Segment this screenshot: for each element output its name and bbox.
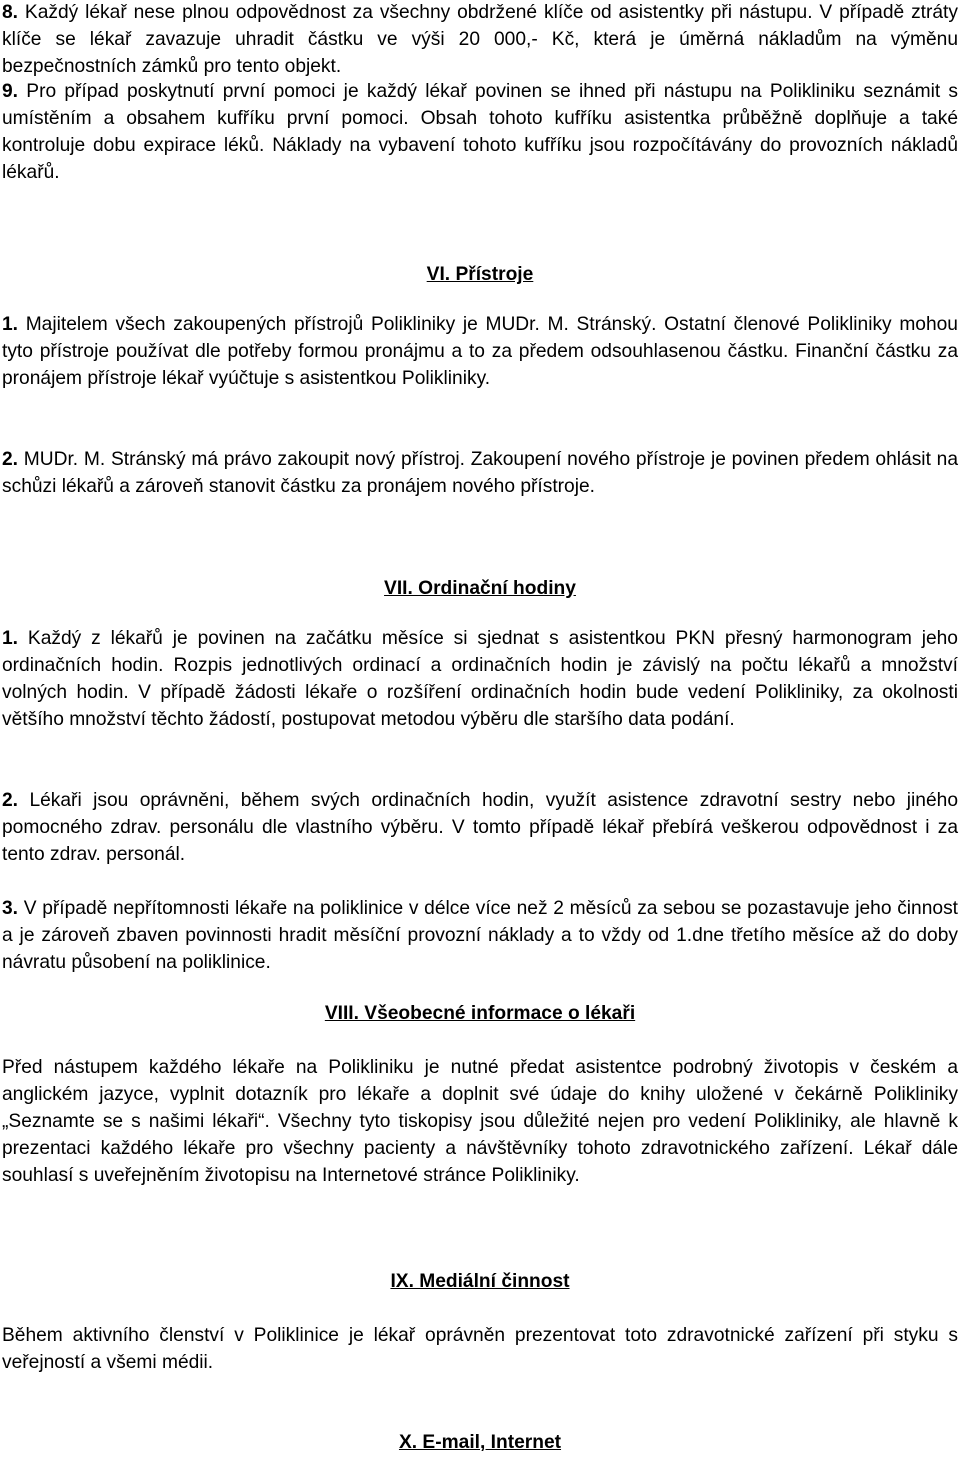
paragraph-vi-1 (2, 311, 958, 392)
paragraph-number: 2. (2, 790, 19, 811)
section-heading-viii: VIII. Všeobecné informace o lékaři (324, 1003, 636, 1024)
paragraph-viii (2, 1054, 958, 1189)
paragraph-number: 1. (2, 314, 19, 335)
paragraph-number: 8. (2, 2, 19, 23)
section-heading-x: X. E-mail, Internet (398, 1432, 562, 1453)
paragraph-text: Pro případ poskytnutí první pomoci je každý lékař povinen se ihned při nástupu na Polikliniku seznámit s umístěním a obsahem kufříku první pomoci. Obsah tohoto kufříku asistentka průběžně doplňuje a také kontroluje dobu expirace léků. Náklady na vybavení tohoto kufříku jsou rozpočítávány do provozních nákladů lékařů. (2, 81, 958, 183)
paragraph-text: Během aktivního členství v Poliklinice je lékař oprávněn prezentovat toto zdravotnické zařízení při styku s veřejností a všemi médii. (2, 1325, 958, 1373)
paragraph-text: Každý z lékařů je povinen na začátku měsíce si sjednat s asistentkou PKN přesný harmonogram jeho ordinačních hodin. Rozpis jednotlivých ordinací a ordinačních hodin je závislý na počtu lékařů a množství volných hodin. V případě žádosti lékaře o rozšíření ordinačních hodin bude vedení Polikliniky, za okolnosti většího množství těchto žádostí, postupovat metodou výběru dle staršího data podání. (2, 628, 958, 730)
paragraph-text: Každý lékař nese plnou odpovědnost za všechny obdržené klíče od asistentky při nástupu. V případě ztráty klíče se lékař zavazuje uhradit částku ve výši 20 000,- Kč, která je úměrná nákladům na výměnu bezpečnostních zámků pro tento objekt. (2, 2, 958, 77)
paragraph-text: Lékaři jsou oprávněni, během svých ordinačních hodin, využít asistence zdravotní sestry nebo jiného pomocného zdrav. personálu dle vlastního výběru. V tomto případě lékař přebírá veškerou odpovědnost i za tento zdrav. personál. (2, 790, 958, 865)
section-heading-ix: IX. Mediální činnost (390, 1271, 570, 1292)
paragraph-vii-2 (2, 787, 958, 868)
paragraph-number: 1. (2, 628, 19, 649)
paragraph-number: 3. (2, 898, 19, 919)
paragraph-9 (2, 78, 958, 186)
paragraph-vii-3 (2, 895, 958, 976)
paragraph-ix (2, 1322, 958, 1376)
paragraph-text: V případě nepřítomnosti lékaře na poliklinice v délce více než 2 měsíců za sebou se pozastavuje jeho činnost a je zároveň zbaven povinnosti hradit měsíční provozní náklady a to vždy od 1.dne třetího měsíce až do doby návratu působení na poliklinice. (2, 898, 958, 973)
section-heading-vii: VII. Ordinační hodiny (384, 578, 576, 599)
paragraph-vi-2 (2, 446, 958, 500)
paragraph-vii-1 (2, 625, 958, 733)
paragraph-text: MUDr. M. Stránský má právo zakoupit nový přístroj. Zakoupení nového přístroje je povinen předem ohlásit na schůzi lékařů a zároveň stanovit částku za pronájem nového přístroje. (2, 449, 958, 497)
paragraph-text: Před nástupem každého lékaře na Polikliniku je nutné předat asistentce podrobný životopis v českém a anglickém jazyce, vyplnit dotazník pro lékaře a doplnit své údaje do knihy uložené v čekárně Polikliniky „Seznamte se s našimi lékaři“. Všechny tyto tiskopisy jsou důležité nejen pro vedení Polikliniky, ale hlavně k prezentaci každého lékaře pro všechny pacienty a návštěvníky tohoto zdravotnického zařízení. Lékař dále souhlasí s uveřejněním životopisu na Internetové stránce Polikliniky. (2, 1057, 958, 1186)
paragraph-text: Majitelem všech zakoupených přístrojů Polikliniky je MUDr. M. Stránský. Ostatní členové Polikliniky mohou tyto přístroje používat dle potřeby formou pronájmu a to za předem odsouhlasenou částku. Finanční částku za pronájem přístroje lékař vyúčtuje s asistentkou Polikliniky. (2, 314, 958, 389)
paragraph-8 (2, 0, 958, 80)
section-heading-vi: VI. Přístroje (426, 264, 534, 285)
paragraph-number: 9. (2, 81, 19, 102)
paragraph-number: 2. (2, 449, 19, 470)
